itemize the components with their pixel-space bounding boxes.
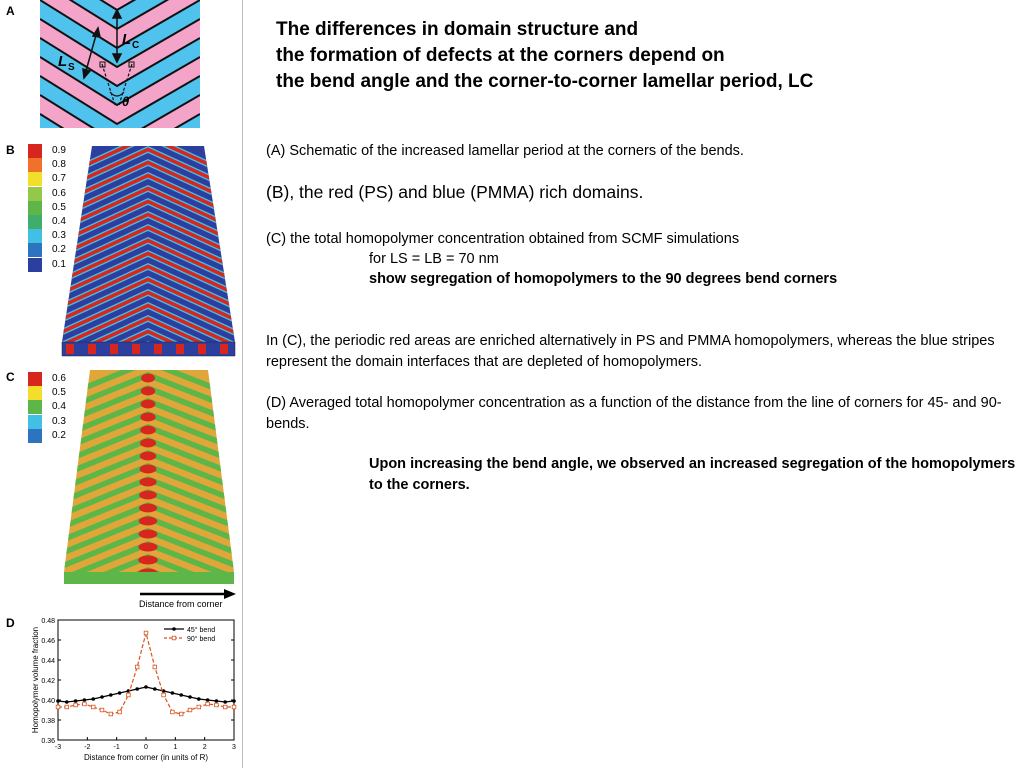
- data-point-45: [223, 700, 227, 704]
- data-point-45: [171, 691, 175, 695]
- caption-a: (A) Schematic of the increased lamellar period at the corners of the bends.: [266, 143, 744, 159]
- panel-label-c: C: [6, 370, 15, 384]
- colorbar-swatch: [28, 215, 42, 229]
- panel-label-d: D: [6, 616, 15, 630]
- y-tick-label: 0.48: [41, 618, 55, 625]
- paragraph-c-explanation: In (C), the periodic red areas are enriched alternatively in PS and PMMA homopolymers, whereas the blue stripes represent the domain interfaces that are depleted of homopolymers.: [266, 333, 995, 370]
- title-line-1: The differences in domain structure and: [276, 19, 639, 40]
- data-point-45: [100, 695, 104, 699]
- slab-c-corner-red-blob: [140, 439, 156, 448]
- colorbar-tick-label: 0.2: [52, 244, 66, 256]
- colorbar-tick-label: 0.6: [52, 187, 66, 199]
- slab-b-front-red-segment: [154, 344, 162, 354]
- data-point-45: [153, 687, 157, 691]
- colorbar-tick-label: 0.2: [52, 429, 66, 441]
- slab-c-corner-red-blob: [138, 543, 157, 552]
- slab-c-corner-red-blob: [140, 426, 156, 435]
- data-point-90: [56, 705, 60, 709]
- caption-c-line2: for LS = LB = 70 nm: [369, 251, 499, 267]
- slab-c-corner-red-blob: [140, 452, 156, 461]
- data-point-90: [197, 705, 201, 709]
- colorbar-swatch: [28, 372, 42, 386]
- data-point-45: [179, 693, 183, 697]
- slab-b-front-red-segment: [66, 344, 74, 354]
- data-point-90: [171, 710, 175, 714]
- colorbar-swatch: [28, 386, 42, 400]
- data-point-45: [83, 698, 87, 702]
- colorbar-tick-label: 0.9: [52, 145, 66, 156]
- slab-c-corner-red-blob: [139, 517, 157, 526]
- data-point-45: [206, 698, 210, 702]
- data-point-45: [74, 699, 78, 703]
- colorbar-tick-label: 0.1: [52, 258, 66, 270]
- caption-c-line3: show segregation of homopolymers to the 90 degrees bend corners: [369, 271, 838, 287]
- slab-c-corner-red-blob: [141, 400, 156, 409]
- distance-caption: Distance from corner: [139, 599, 223, 609]
- x-tick-label: -1: [113, 744, 120, 751]
- data-point-90: [127, 693, 131, 697]
- colorbar-swatch: [28, 243, 42, 257]
- colorbar-swatch: [28, 158, 42, 172]
- colorbar-swatch: [28, 144, 42, 158]
- title-line-2: the formation of defects at the corners depend on: [276, 45, 725, 66]
- data-point-90: [179, 712, 183, 716]
- data-point-90: [109, 712, 113, 716]
- x-tick-label: 1: [173, 744, 178, 751]
- data-point-45: [91, 697, 95, 701]
- slab-c-corner-red-blob: [140, 465, 157, 474]
- x-tick-label: -2: [84, 744, 91, 751]
- data-point-90: [74, 703, 78, 707]
- slab-c-corner-red-blob: [138, 556, 158, 565]
- label-ls-sub: S: [68, 62, 75, 73]
- data-point-45: [197, 697, 201, 701]
- panel-label-b: B: [6, 143, 15, 157]
- colorbar-tick-label: 0.3: [52, 415, 66, 427]
- caption-b: (B), the red (PS) and blue (PMMA) rich domains.: [266, 182, 644, 202]
- legend-label: 90° bend: [187, 636, 216, 643]
- legend-label: 45° bend: [187, 627, 216, 634]
- colorbar-tick-label: 0.6: [52, 373, 66, 384]
- panel-label-a: A: [6, 4, 15, 18]
- data-point-90: [162, 693, 166, 697]
- y-axis-label: Homopolymer volume fraction: [31, 626, 40, 734]
- label-lc-sub: C: [132, 40, 140, 51]
- data-point-90: [83, 702, 87, 706]
- slab-c-corner-red-blob: [139, 504, 157, 513]
- x-tick-label: 3: [232, 744, 236, 751]
- slab-c-corner-red-blob: [141, 374, 155, 383]
- colorbar-swatch: [28, 187, 42, 201]
- data-point-45: [118, 691, 122, 695]
- slab-c-corner-red-blob: [139, 491, 157, 500]
- slab-b-front-red-segment: [88, 344, 96, 354]
- y-tick-label: 0.44: [41, 658, 55, 665]
- label-theta: θ: [122, 94, 130, 109]
- data-point-90: [100, 708, 104, 712]
- data-point-90: [144, 631, 148, 635]
- panel-b-slab: [58, 142, 238, 358]
- slab-c-corner-red-blob: [141, 387, 155, 396]
- slab-b-front: [62, 342, 235, 356]
- data-point-45: [215, 699, 219, 703]
- y-tick-label: 0.38: [41, 718, 55, 725]
- colorbar-swatch: [28, 172, 42, 186]
- colorbar-tick-label: 0.8: [52, 159, 66, 171]
- colorbar-tick-label: 0.5: [52, 387, 66, 399]
- data-point-90: [118, 710, 122, 714]
- data-point-90: [91, 705, 95, 709]
- slab-c-front: [64, 572, 234, 584]
- colorbar-swatch: [28, 229, 42, 243]
- slab-c-corner-red-blob: [139, 478, 156, 487]
- colorbar-swatch: [28, 400, 42, 414]
- slab-b-front-red-segment: [176, 344, 184, 354]
- x-tick-label: -3: [54, 744, 62, 751]
- colorbar-tick-label: 0.7: [52, 173, 66, 185]
- y-tick-label: 0.46: [41, 638, 55, 645]
- data-point-45: [135, 687, 139, 691]
- data-point-90: [215, 703, 219, 707]
- slide-title: [276, 17, 1016, 95]
- slab-b-front-red-segment: [110, 344, 118, 354]
- legend-marker: [172, 636, 176, 640]
- data-point-90: [153, 665, 157, 669]
- data-point-90: [206, 702, 210, 706]
- data-point-90: [188, 708, 192, 712]
- data-point-45: [56, 699, 60, 703]
- data-point-45: [188, 695, 192, 699]
- colorbar-swatch: [28, 258, 42, 272]
- panel-d-chart: [14, 612, 240, 766]
- panel-c-slab: [60, 366, 238, 588]
- slab-c-corner-red-blob: [140, 413, 155, 422]
- y-tick-label: 0.40: [41, 698, 55, 705]
- figure-panel: [0, 0, 243, 768]
- slab-b-front-red-segment: [132, 344, 140, 354]
- data-point-90: [223, 705, 227, 709]
- caption-c-line1: (C) the total homopolymer concentration obtained from SCMF simulations: [266, 231, 740, 247]
- colorbar-tick-label: 0.4: [52, 401, 66, 413]
- data-point-90: [135, 665, 139, 669]
- colorbar-tick-label: 0.3: [52, 230, 66, 242]
- label-ls: L: [58, 53, 68, 70]
- slab-b-front-red-segment: [220, 344, 228, 354]
- colorbar-swatch: [28, 429, 42, 443]
- conclusion-text: Upon increasing the bend angle, we observed an increased segregation of the homopolymers to the corners.: [369, 456, 1016, 493]
- y-tick-label: 0.36: [41, 738, 55, 745]
- title-line-3: the bend angle and the corner-to-corner lamellar period, LC: [276, 71, 814, 92]
- data-point-45: [232, 699, 236, 703]
- x-axis-label: Distance from corner (in units of R): [83, 753, 209, 762]
- slab-c-corner-red-blob: [139, 530, 158, 539]
- legend-marker: [172, 627, 176, 631]
- x-tick-label: 0: [144, 744, 148, 751]
- colorbar-swatch: [28, 201, 42, 215]
- data-point-45: [65, 700, 69, 704]
- x-tick-label: 2: [202, 744, 207, 751]
- label-lc: L: [122, 31, 132, 48]
- y-tick-label: 0.42: [41, 678, 55, 685]
- data-point-90: [65, 705, 69, 709]
- data-point-45: [144, 685, 148, 689]
- colorbar-swatch: [28, 415, 42, 429]
- data-point-45: [109, 693, 113, 697]
- panel-a-schematic: [40, 0, 200, 128]
- paragraph-d-explanation: (D) Averaged total homopolymer concentration as a function of the distance from the line of corners for 45- and 90- bends.: [266, 395, 1002, 432]
- colorbar-tick-label: 0.5: [52, 201, 66, 213]
- colorbar-tick-label: 0.4: [52, 216, 66, 227]
- slab-b-front-red-segment: [198, 344, 206, 354]
- data-point-90: [232, 705, 236, 709]
